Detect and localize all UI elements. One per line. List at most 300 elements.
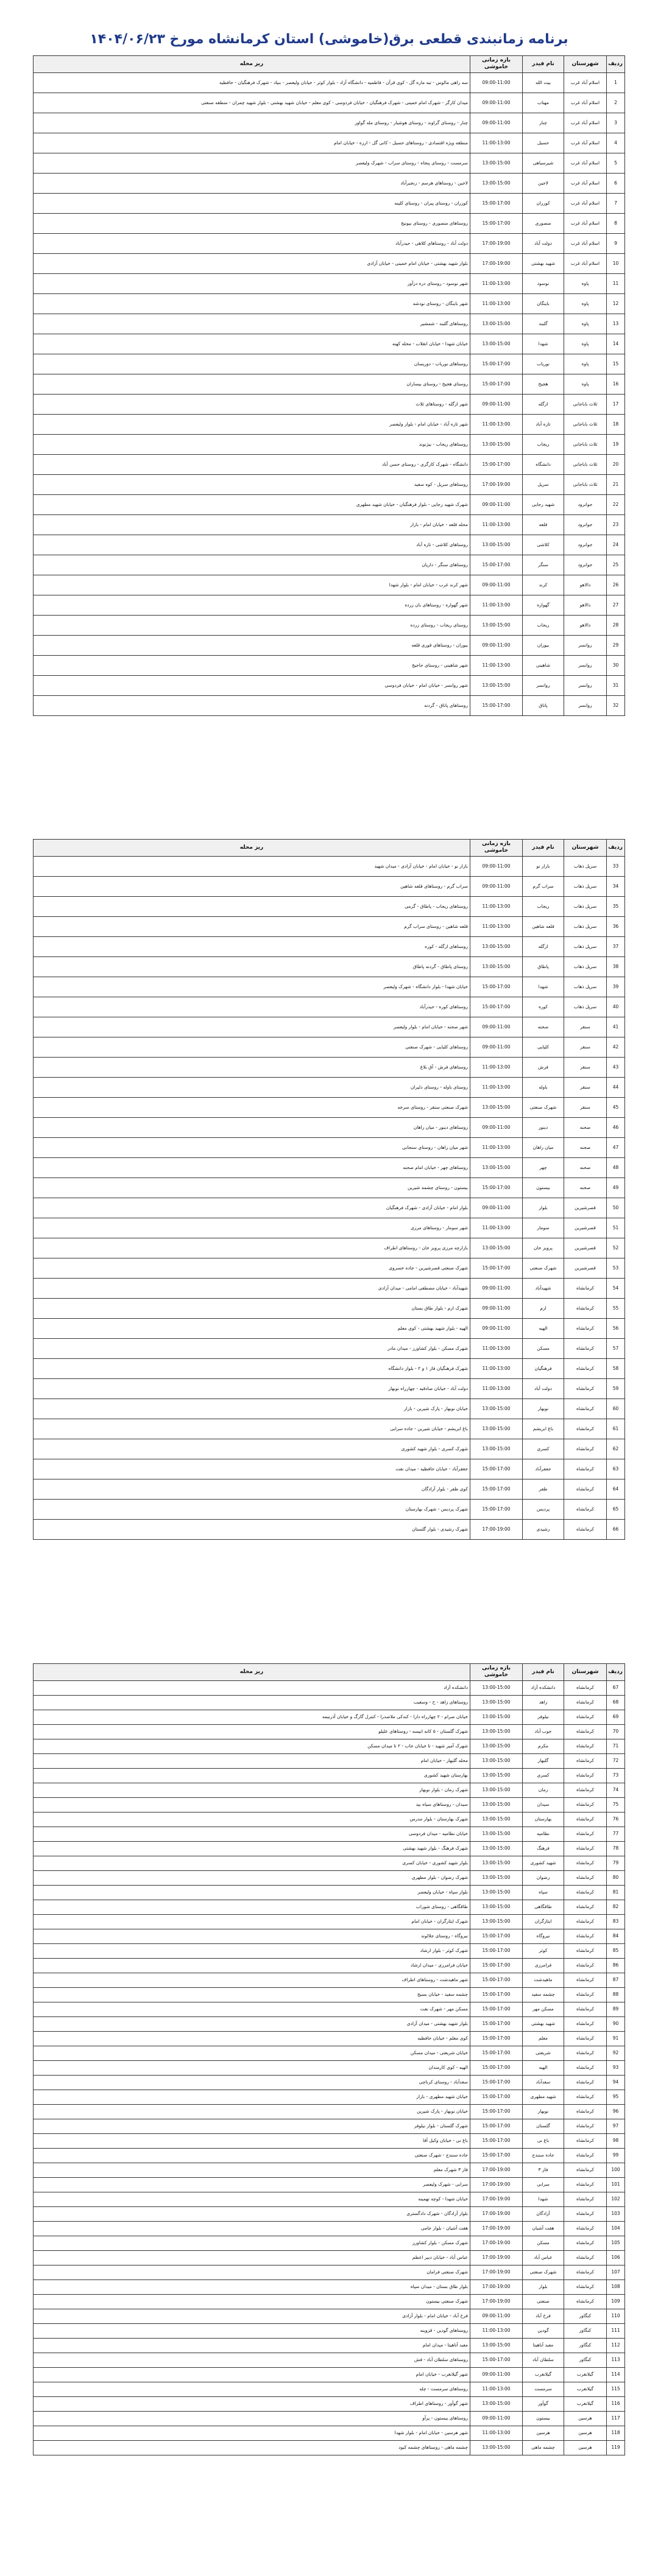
feeder-cell: نوبهار xyxy=(523,2104,564,2119)
area-cell: روستاهای ریجاب - پاطاق - گرمی xyxy=(34,896,470,916)
table-row xyxy=(34,916,625,936)
time-cell: 17:00-19:00 xyxy=(470,1519,523,1539)
county-cell: کرمانشاه xyxy=(564,2236,607,2250)
area-cell: روستای پاطاق - گردنه پاطاق xyxy=(34,956,470,977)
county-cell: ثلاث باباجانی xyxy=(564,474,607,494)
area-cell: بیوران - روستاهای قوری قلعه xyxy=(34,635,470,655)
county-cell: قصرشیرین xyxy=(564,1238,607,1258)
area-cell: مسکن مهر - شهرک نفت xyxy=(34,2002,470,2016)
feeder-cell: دانشگاه xyxy=(523,454,564,474)
area-cell: شهر گوآور - روستاهای اطراف xyxy=(34,2396,470,2411)
time-cell: 09:00-11:00 xyxy=(470,2367,523,2382)
area-cell: شهر صحنه - خیابان امام - بلوار ولیعصر xyxy=(34,1017,470,1037)
area-cell: روستاهای کلاشی - تازه آباد xyxy=(34,535,470,555)
row-number: 100 xyxy=(607,2163,625,2177)
county-cell: کرمانشاه xyxy=(564,1695,607,1710)
row-number: 109 xyxy=(607,2294,625,2309)
time-cell: 15:00-17:00 xyxy=(470,2353,523,2367)
row-number: 12 xyxy=(607,293,625,314)
time-cell: 15:00-17:00 xyxy=(470,2031,523,2046)
area-cell: کوی ظفر - بلوار آزادگان xyxy=(34,1479,470,1499)
area-cell: روستاهای سرمست - چله xyxy=(34,2382,470,2396)
header-row: ردیف xyxy=(607,56,625,73)
time-cell: 15:00-17:00 xyxy=(470,2104,523,2119)
row-number: 2 xyxy=(607,93,625,113)
county-cell: کرمانشاه xyxy=(564,2221,607,2236)
feeder-cell: میان راهان xyxy=(523,1137,564,1157)
county-cell: کرمانشاه xyxy=(564,2060,607,2075)
feeder-cell: کسری xyxy=(523,1439,564,1459)
row-number: 118 xyxy=(607,2426,625,2440)
time-cell: 13:00-15:00 xyxy=(470,1768,523,1783)
county-cell: اسلام آباد غرب xyxy=(564,93,607,113)
county-cell: هرسین xyxy=(564,2440,607,2455)
table-row xyxy=(34,1900,625,1914)
table-row xyxy=(34,2163,625,2177)
table-row xyxy=(34,434,625,454)
header-area: ریز محله xyxy=(34,840,470,857)
table-row xyxy=(34,1680,625,1695)
row-number: 102 xyxy=(607,2192,625,2206)
county-cell: کرمانشاه xyxy=(564,1885,607,1900)
table-row xyxy=(34,1987,625,2002)
table-row xyxy=(34,2323,625,2338)
row-number: 38 xyxy=(607,956,625,977)
county-cell: کرمانشاه xyxy=(564,2016,607,2031)
feeder-cell: بلوار xyxy=(523,1198,564,1218)
county-cell: سرپل ذهاب xyxy=(564,936,607,956)
county-cell: کرمانشاه xyxy=(564,1987,607,2002)
feeder-cell: گودین xyxy=(523,2323,564,2338)
time-cell: 09:00-11:00 xyxy=(470,394,523,414)
row-number: 33 xyxy=(607,856,625,876)
feeder-cell: گلبند xyxy=(523,314,564,334)
area-cell: شهر میان راهان - روستای سنجابی xyxy=(34,1137,470,1157)
county-cell: صحنه xyxy=(564,1177,607,1198)
feeder-cell: ریجاب xyxy=(523,434,564,454)
row-number: 20 xyxy=(607,454,625,474)
table-row xyxy=(34,2046,625,2060)
time-cell: 15:00-17:00 xyxy=(470,1177,523,1198)
row-number: 89 xyxy=(607,2002,625,2016)
row-number: 7 xyxy=(607,193,625,213)
feeder-cell: هرسین xyxy=(523,2426,564,2440)
table-row xyxy=(34,173,625,193)
county-cell: کرمانشاه xyxy=(564,1943,607,1958)
county-cell: کرمانشاه xyxy=(564,1439,607,1459)
area-cell: شهر سومار - روستاهای مرزی xyxy=(34,1218,470,1238)
area-cell: روستاهای دینور - میان راهان xyxy=(34,1117,470,1137)
table-row xyxy=(34,936,625,956)
row-number: 41 xyxy=(607,1017,625,1037)
row-number: 36 xyxy=(607,916,625,936)
row-number: 113 xyxy=(607,2353,625,2367)
time-cell: 17:00-19:00 xyxy=(470,233,523,253)
table-row xyxy=(34,856,625,876)
area-cell: کوزران - روستای پیران - روستای کلینه xyxy=(34,193,470,213)
row-number: 106 xyxy=(607,2250,625,2265)
area-cell: بلوار شهید بهشتی - خیابان امام خمینی - خیابان آزادی xyxy=(34,253,470,273)
table-row xyxy=(34,1177,625,1198)
county-cell: کرمانشاه xyxy=(564,2002,607,2016)
county-cell: کرمانشاه xyxy=(564,1914,607,1929)
county-cell: کرمانشاه xyxy=(564,1378,607,1399)
row-number: 49 xyxy=(607,1177,625,1198)
feeder-cell: صحنه xyxy=(523,1017,564,1037)
row-number: 32 xyxy=(607,695,625,715)
area-cell: بیستون - روستای چشمه شیرین xyxy=(34,1177,470,1198)
area-cell: الهیه - کوی کارمندان xyxy=(34,2060,470,2075)
time-cell: 13:00-15:00 xyxy=(470,1841,523,1856)
time-cell: 15:00-17:00 xyxy=(470,2133,523,2148)
time-cell: 15:00-17:00 xyxy=(470,374,523,394)
area-cell: شهرک گلستان - ۵ کانه انیسه - روستاهای علیلو xyxy=(34,1724,470,1739)
time-cell: 15:00-17:00 xyxy=(470,1459,523,1479)
feeder-cell: شریعتی xyxy=(523,2046,564,2060)
area-cell: شهرک صنعتی بیستون xyxy=(34,2294,470,2309)
feeder-cell: سرپل xyxy=(523,474,564,494)
time-cell: 13:00-15:00 xyxy=(470,1419,523,1439)
header-county: شهرستان xyxy=(564,56,607,73)
area-cell: جاده سنندج - شهرک صنعتی xyxy=(34,2148,470,2163)
area-cell: بهارستان شهید کشوری xyxy=(34,1768,470,1783)
row-number: 50 xyxy=(607,1198,625,1218)
table-row xyxy=(34,1037,625,1057)
time-cell: 15:00-17:00 xyxy=(470,1258,523,1278)
time-cell: 13:00-15:00 xyxy=(470,1753,523,1768)
county-cell: هرسین xyxy=(564,2426,607,2440)
table-row xyxy=(34,555,625,575)
row-number: 39 xyxy=(607,977,625,997)
feeder-cell: سرمست xyxy=(523,2382,564,2396)
table-row xyxy=(34,1519,625,1539)
table-row xyxy=(34,1856,625,1870)
area-cell: محله گلبهار - خیابان امام xyxy=(34,1753,470,1768)
table-row xyxy=(34,273,625,293)
county-cell: هرسین xyxy=(564,2411,607,2426)
county-cell: دالاهو xyxy=(564,615,607,635)
county-cell: روانسر xyxy=(564,675,607,695)
feeder-cell: سراب گرم xyxy=(523,876,564,896)
table-row xyxy=(34,956,625,977)
area-cell: شهر نوسود - روستای دره دزآور xyxy=(34,273,470,293)
time-cell: 15:00-17:00 xyxy=(470,2002,523,2016)
area-cell: روستاهای بیستون - پرآو xyxy=(34,2411,470,2426)
county-cell: کرمانشاه xyxy=(564,1318,607,1338)
row-number: 112 xyxy=(607,2338,625,2353)
row-number: 64 xyxy=(607,1479,625,1499)
row-number: 103 xyxy=(607,2206,625,2221)
table-row xyxy=(34,695,625,715)
feeder-cell: شاهینی xyxy=(523,655,564,675)
county-cell: پاوه xyxy=(564,354,607,374)
table-row xyxy=(34,354,625,374)
row-number: 29 xyxy=(607,635,625,655)
county-cell: کنگاور xyxy=(564,2353,607,2367)
row-number: 52 xyxy=(607,1238,625,1258)
county-cell: کرمانشاه xyxy=(564,1783,607,1797)
row-number: 1 xyxy=(607,72,625,93)
row-number: 47 xyxy=(607,1137,625,1157)
area-cell: روستاهای سنگر - داریان xyxy=(34,555,470,575)
row-number: 101 xyxy=(607,2177,625,2192)
county-cell: کرمانشاه xyxy=(564,2133,607,2148)
county-cell: سنقر xyxy=(564,1097,607,1117)
row-number: 70 xyxy=(607,1724,625,1739)
county-cell: کرمانشاه xyxy=(564,1710,607,1724)
feeder-cell: فرهنگیان xyxy=(523,1358,564,1378)
row-number: 88 xyxy=(607,1987,625,2002)
table-header xyxy=(34,1664,625,1681)
page-3 xyxy=(33,1663,625,2455)
time-cell: 13:00-15:00 xyxy=(470,615,523,635)
area-cell: لاجین - روستاهای هرسم - زنجیرآباد xyxy=(34,173,470,193)
feeder-cell: پرویز خان xyxy=(523,1238,564,1258)
table-row xyxy=(34,1439,625,1459)
area-cell: شهرک آمیر شهید - تا خیابان جاب - ۲ تا میدان مسکن xyxy=(34,1739,470,1753)
time-cell: 09:00-11:00 xyxy=(470,856,523,876)
table-row xyxy=(34,1870,625,1885)
feeder-cell: روانسر xyxy=(523,675,564,695)
row-number: 87 xyxy=(607,1973,625,1987)
table-row xyxy=(34,1298,625,1318)
row-number: 116 xyxy=(607,2396,625,2411)
row-number: 85 xyxy=(607,1943,625,1958)
county-cell: کرمانشاه xyxy=(564,2075,607,2090)
time-cell: 13:00-15:00 xyxy=(470,1812,523,1827)
feeder-cell: فرش xyxy=(523,1057,564,1077)
table-row xyxy=(34,1783,625,1797)
area-cell: دانشکده آزاد xyxy=(34,1680,470,1695)
county-cell: کرمانشاه xyxy=(564,2177,607,2192)
feeder-cell: هفت آشیان xyxy=(523,2221,564,2236)
county-cell: کرمانشاه xyxy=(564,2104,607,2119)
row-number: 60 xyxy=(607,1399,625,1419)
row-number: 98 xyxy=(607,2133,625,2148)
county-cell: پاوه xyxy=(564,334,607,354)
row-number: 94 xyxy=(607,2075,625,2090)
row-number: 6 xyxy=(607,173,625,193)
county-cell: سنقر xyxy=(564,1037,607,1057)
feeder-cell: کلیایی xyxy=(523,1037,564,1057)
area-cell: روستاهای فرش - آق بلاغ xyxy=(34,1057,470,1077)
table-row xyxy=(34,1958,625,1973)
table-row xyxy=(34,1097,625,1117)
area-cell: روستاهای ازگله - کوره xyxy=(34,936,470,956)
county-cell: کرمانشاه xyxy=(564,2031,607,2046)
area-cell: چشمه ماهی - روستاهای چشمه کبود xyxy=(34,2440,470,2455)
area-cell: روستاهای چهر - خیابان امام صحنه xyxy=(34,1157,470,1177)
feeder-cell: کوزران xyxy=(523,193,564,213)
area-cell: بلوار شهید کشوری - خیابان کسری xyxy=(34,1856,470,1870)
area-cell: روستاهای سرپل - کوه سفید xyxy=(34,474,470,494)
table-row xyxy=(34,2148,625,2163)
feeder-cell: شهیدآباد xyxy=(523,1278,564,1298)
row-number: 40 xyxy=(607,997,625,1017)
table-row xyxy=(34,1258,625,1278)
row-number: 108 xyxy=(607,2279,625,2294)
feeder-cell: بیت الله xyxy=(523,72,564,93)
area-cell: دانشگاه - شهرک کارگری - روستای حسن آباد xyxy=(34,454,470,474)
time-cell: 15:00-17:00 xyxy=(470,1987,523,2002)
time-cell: 15:00-17:00 xyxy=(470,354,523,374)
county-cell: اسلام آباد غرب xyxy=(564,253,607,273)
county-cell: کرمانشاه xyxy=(564,1827,607,1841)
time-cell: 15:00-17:00 xyxy=(470,2016,523,2031)
table-row xyxy=(34,1768,625,1783)
feeder-cell: معلم xyxy=(523,2031,564,2046)
county-cell: کنگاور xyxy=(564,2309,607,2323)
area-cell: شهرک گلستان - بلوار نیلوفر xyxy=(34,2119,470,2133)
row-number: 58 xyxy=(607,1358,625,1378)
feeder-cell: دولت آباد xyxy=(523,1378,564,1399)
area-cell: چنار - روستای گراوند - روستای هوشیار - روستای مله گواور xyxy=(34,113,470,133)
table-row xyxy=(34,454,625,474)
county-cell: کرمانشاه xyxy=(564,1739,607,1753)
feeder-cell: مسکن xyxy=(523,1338,564,1358)
time-cell: 15:00-17:00 xyxy=(470,2046,523,2060)
table-row xyxy=(34,293,625,314)
feeder-cell: پاطاق xyxy=(523,956,564,977)
feeder-cell: الهیه xyxy=(523,2060,564,2075)
header-row: ردیف xyxy=(607,840,625,857)
table-row xyxy=(34,675,625,695)
table-row xyxy=(34,1812,625,1827)
county-cell: سنقر xyxy=(564,1017,607,1037)
county-cell: جوانرود xyxy=(564,535,607,555)
row-number: 11 xyxy=(607,273,625,293)
table-row xyxy=(34,1797,625,1812)
table-row xyxy=(34,2309,625,2323)
row-number: 73 xyxy=(607,1768,625,1783)
county-cell: سرپل ذهاب xyxy=(564,876,607,896)
time-cell: 11:00-13:00 xyxy=(470,655,523,675)
row-number: 95 xyxy=(607,2090,625,2104)
table-row xyxy=(34,2133,625,2148)
area-cell: بلوار امام - خیابان آزادی - شهرک فرهنگیان xyxy=(34,1198,470,1218)
table-row xyxy=(34,314,625,334)
county-cell: کرمانشاه xyxy=(564,1499,607,1519)
row-number: 71 xyxy=(607,1739,625,1753)
header-feeder: نام فیدر xyxy=(523,840,564,857)
table-row xyxy=(34,113,625,133)
table-row xyxy=(34,1499,625,1519)
county-cell: ثلاث باباجانی xyxy=(564,454,607,474)
table-row xyxy=(34,1943,625,1958)
county-cell: قصرشیرین xyxy=(564,1218,607,1238)
row-number: 75 xyxy=(607,1797,625,1812)
time-cell: 17:00-19:00 xyxy=(470,2265,523,2279)
header-county: شهرستان xyxy=(564,1664,607,1681)
feeder-cell: کوثر xyxy=(523,1943,564,1958)
table-row xyxy=(34,535,625,555)
area-cell: روستاهای زاهد - ح - وسعیب xyxy=(34,1695,470,1710)
county-cell: جوانرود xyxy=(564,555,607,575)
row-number: 37 xyxy=(607,936,625,956)
row-number: 114 xyxy=(607,2367,625,2382)
time-cell: 17:00-19:00 xyxy=(470,2236,523,2250)
table-row xyxy=(34,655,625,675)
row-number: 54 xyxy=(607,1278,625,1298)
time-cell: 15:00-17:00 xyxy=(470,1973,523,1987)
area-cell: روستای باوله - روستای دلیران xyxy=(34,1077,470,1097)
table-row xyxy=(34,1885,625,1900)
area-cell: شهرک صنعتی سنقر - روستای سرخه xyxy=(34,1097,470,1117)
table-row xyxy=(34,193,625,213)
feeder-cell: نوسود xyxy=(523,273,564,293)
header-feeder: نام فیدر xyxy=(523,1664,564,1681)
area-cell: بازارچه مرزی پرویز خان - روستاهای اطراف xyxy=(34,1238,470,1258)
area-cell: منطقه ویژه اقتصادی - روستاهای حسیل - کانی گل - ارزه - خیابان امام xyxy=(34,133,470,153)
time-cell: 09:00-11:00 xyxy=(470,1037,523,1057)
time-cell: 09:00-11:00 xyxy=(470,1318,523,1338)
table-row xyxy=(34,2411,625,2426)
table-row xyxy=(34,334,625,354)
row-number: 68 xyxy=(607,1695,625,1710)
row-number: 72 xyxy=(607,1753,625,1768)
time-cell: 17:00-19:00 xyxy=(470,474,523,494)
row-number: 110 xyxy=(607,2309,625,2323)
table-row xyxy=(34,2440,625,2455)
feeder-cell: ارم xyxy=(523,1298,564,1318)
county-cell: کرمانشاه xyxy=(564,1973,607,1987)
area-cell: شهر ازگله - روستاهای ثلاث xyxy=(34,394,470,414)
county-cell: ثلاث باباجانی xyxy=(564,434,607,454)
time-cell: 15:00-17:00 xyxy=(470,1929,523,1943)
area-cell: بلوار سپاه - خیابان ولیعصر xyxy=(34,1885,470,1900)
feeder-cell: سپاه xyxy=(523,1885,564,1900)
county-cell: کرمانشاه xyxy=(564,2279,607,2294)
row-number: 4 xyxy=(607,133,625,153)
time-cell: 09:00-11:00 xyxy=(470,635,523,655)
time-cell: 15:00-17:00 xyxy=(470,193,523,213)
row-number: 17 xyxy=(607,394,625,414)
time-cell: 17:00-19:00 xyxy=(470,253,523,273)
time-cell: 11:00-13:00 xyxy=(470,1137,523,1157)
row-number: 93 xyxy=(607,2060,625,2075)
area-cell: شهرک کسری - بلوار شهید کشوری xyxy=(34,1439,470,1459)
table-row xyxy=(34,2060,625,2075)
county-cell: کنگاور xyxy=(564,2323,607,2338)
row-number: 24 xyxy=(607,535,625,555)
area-cell: شهرک رضوان - بلوار مطهری xyxy=(34,1870,470,1885)
header-area: ریز محله xyxy=(34,56,470,73)
area-cell: بلوار طاق بستان - میدان سپاه xyxy=(34,2279,470,2294)
county-cell: کرمانشاه xyxy=(564,2250,607,2265)
area-cell: روستاهای منصوری - روستای بیونیج xyxy=(34,213,470,233)
feeder-cell: دولت آباد xyxy=(523,233,564,253)
county-cell: کرمانشاه xyxy=(564,2192,607,2206)
row-number: 107 xyxy=(607,2265,625,2279)
area-cell: سرمست - روستای پنجاه - روستای سراب - شهرک ولیعصر xyxy=(34,153,470,173)
time-cell: 13:00-15:00 xyxy=(470,1439,523,1459)
feeder-cell: ریجاب xyxy=(523,615,564,635)
feeder-cell: فرامرزی xyxy=(523,1958,564,1973)
time-cell: 11:00-13:00 xyxy=(470,1218,523,1238)
table-row xyxy=(34,1358,625,1378)
feeder-cell: کوره xyxy=(523,997,564,1017)
table-row xyxy=(34,1218,625,1238)
area-cell: چشمه سفید - خیابان بسیج xyxy=(34,1987,470,2002)
feeder-cell: رضوان xyxy=(523,1870,564,1885)
area-cell: شهرک کوثر - بلوار ارشاد xyxy=(34,1943,470,1958)
feeder-cell: ازگله xyxy=(523,936,564,956)
area-cell: شهر شاهینی - روستای حاجیج xyxy=(34,655,470,675)
time-cell: 09:00-11:00 xyxy=(470,1117,523,1137)
area-cell: سرابی - شهرک ولیعصر xyxy=(34,2177,470,2192)
feeder-cell: نظامیه xyxy=(523,1827,564,1841)
table-row xyxy=(34,1137,625,1157)
